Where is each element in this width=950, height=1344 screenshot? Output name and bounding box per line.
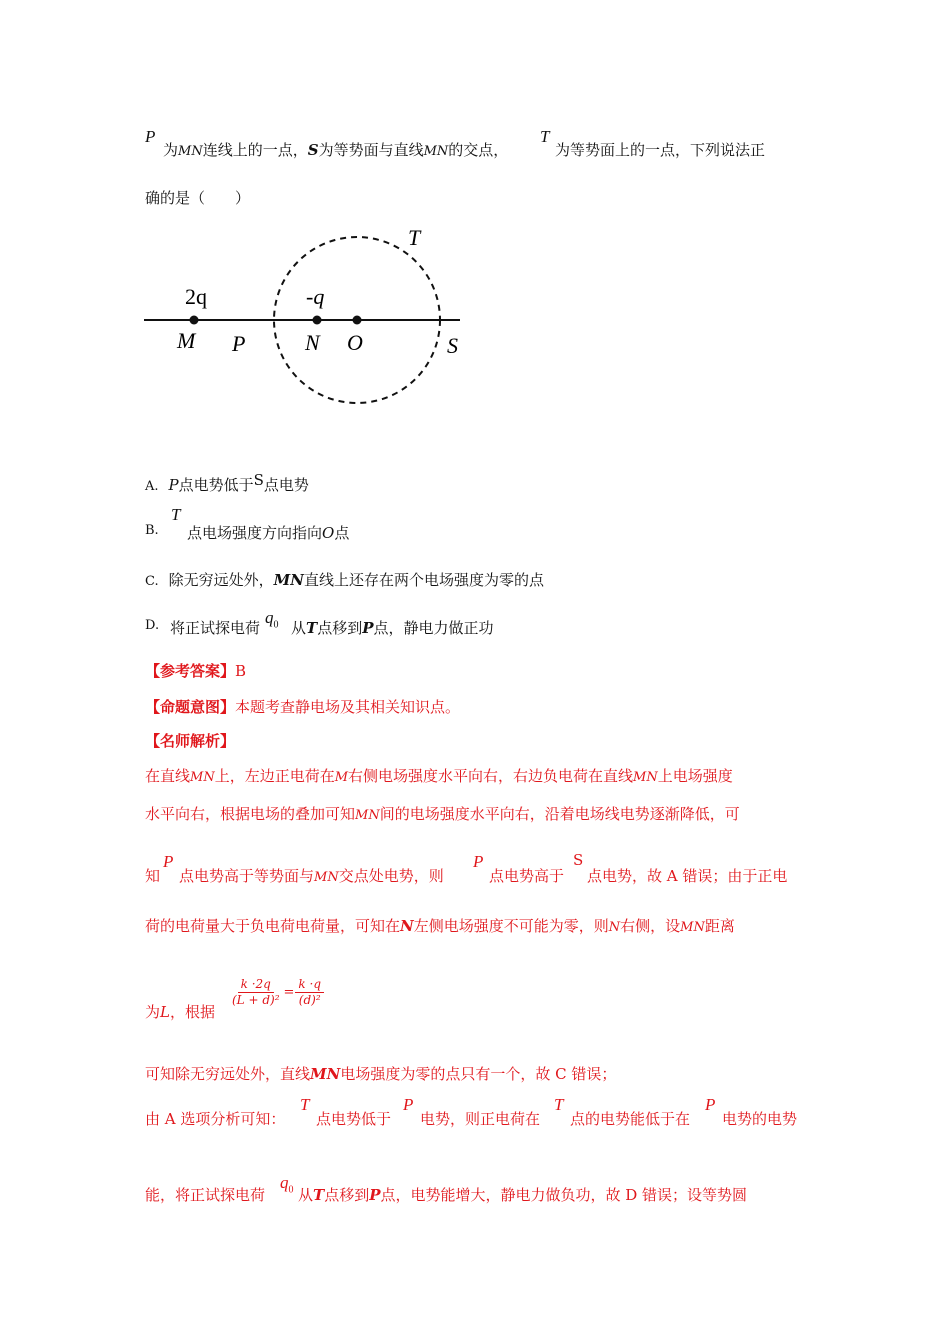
var-P: P [705,1095,716,1114]
q-symbol: q [265,608,274,627]
text-seg: 知 [145,867,161,885]
option-A [145,471,309,495]
analysis-para-5 [145,975,445,1025]
point-O [353,316,362,325]
label-T: T [408,225,421,250]
label-S: S [447,333,458,358]
text-seg: 为等势面与直线 [318,141,424,159]
var-P: P [163,852,174,871]
var-q0 [265,608,279,630]
option-letter: C. [145,574,159,589]
var-MN: MN [273,571,304,589]
var-S: S [307,141,319,159]
var-MN: MN [314,870,339,885]
var-L: L [160,1003,170,1021]
answer-ref-value: B [235,662,247,680]
text-seg: 荷的电荷量大于负电荷电荷量，可知在 [145,917,401,935]
analysis-label: 【名师解析】 [145,732,236,750]
label-M: M [177,328,196,353]
analysis-para-8 [145,1174,810,1210]
text-seg: 点电势，故 A 错误；由于正电 [587,867,788,885]
q-subscript: 0 [273,619,279,631]
option-B [145,505,445,545]
var-N: N [400,917,414,935]
text-seg: 上电场强度 [657,767,733,785]
charge-N-label: -q [306,284,325,309]
text-seg: 点电势 [263,476,309,494]
option-letter: D. [145,618,160,633]
var-MN: MN [178,144,203,159]
text-seg: 点电势高于 [489,867,565,885]
text-seg: 的交点， [448,141,509,159]
var-q0 [280,1174,294,1195]
text-seg: 间的电场强度水平向右，沿着电场线电势逐渐降低，可 [379,805,740,823]
text-seg: 为 [163,141,179,159]
text-seg: 右侧，设 [620,917,681,935]
text-seg: 交点处电势，则 [338,867,444,885]
analysis-para-4 [145,919,735,934]
var-M: M [334,770,349,785]
text-seg: 可知除无穷远处外，直线 [145,1065,311,1083]
var-P: P [473,852,484,871]
numerator: k ·q [295,978,324,993]
label-O: O [347,330,363,355]
text-seg: 从 [291,619,307,637]
text-seg: 将正试探电荷 [170,619,261,637]
text-seg: 点电场强度方向指向 [187,524,323,542]
var-N: N [608,920,621,935]
var-P: P [362,619,374,637]
text-seg-group [145,1005,215,1020]
text-seg: 电势，则正电荷在 [420,1110,541,1128]
text-seg: 为 [145,1003,161,1021]
var-MN: MN [355,808,380,823]
var-MN: MN [310,1065,341,1083]
text-seg: 距离 [704,917,735,935]
option-D [145,608,545,642]
text-seg: ，根据 [169,1003,215,1021]
label-P: P [232,331,246,356]
label-N: N [305,330,320,355]
equals-sign: = [283,985,295,1001]
var-P: P [145,127,156,146]
text-seg: 直线上还存在两个电场强度为零的点 [303,571,544,589]
text-seg: 在直线 [145,767,191,785]
formula-fraction-left [229,978,283,1007]
formula [229,978,324,1007]
text-seg: 由 A 选项分析可知： [145,1110,286,1128]
text-seg: 点电势高于等势面与 [179,867,315,885]
point-N [313,316,322,325]
text-seg: 左侧电场强度不可能为零，则 [413,917,609,935]
analysis-para-1 [145,769,733,784]
text-seg: 点移到 [317,619,363,637]
formula-fraction-right [295,978,324,1007]
text-seg: 电场强度为零的点只有一个，故 C 错误； [340,1065,617,1083]
var-MN: MN [190,770,215,785]
denominator: (L + d)² [232,993,280,1008]
text-seg: 点电势低于 [316,1110,392,1128]
analysis-para-3 [145,853,810,889]
var-P: P [369,1186,381,1204]
var-P: P [403,1095,414,1114]
answer-intent-text: 本题考查静电场及其相关知识点。 [235,698,461,716]
option-text [187,522,349,543]
option-letter: B. [145,523,159,538]
charge-M-label: 2q [185,284,207,309]
answer-intent [145,700,460,715]
text-seg: 上，左边正电荷在 [214,767,335,785]
var-MN: MN [423,144,449,159]
question-text [163,143,508,158]
point-M [190,316,199,325]
question-text: 为等势面上的一点，下列说法正 [555,141,766,159]
var-MN: MN [680,920,705,935]
option-letter: A. [145,479,159,494]
answer-intent-label: 【命题意图】 [145,698,236,716]
numerator: k ·2q [238,978,274,993]
q-symbol: q [280,1173,289,1192]
var-T: T [300,1095,310,1114]
var-O: O [322,524,335,542]
option-C [145,569,544,590]
var-MN: MN [633,770,658,785]
denominator: (d)² [298,993,321,1008]
var-T: T [554,1095,564,1114]
answer-ref [145,664,246,679]
text-seg: 右侧电场强度水平向右，右边负电荷在直线 [348,767,634,785]
answer-ref-label: 【参考答案】 [145,662,236,680]
var-S: S [253,471,264,489]
question-line-1 [145,128,805,168]
var-P: P [168,476,179,494]
analysis-para-6 [145,1067,616,1082]
question-line-2: 确的是（ ） [145,189,251,207]
text-seg-group [179,869,444,884]
text-seg: 除无穷远处外， [168,571,274,589]
text-seg: 点 [334,524,350,542]
text-seg: 点电势低于 [178,476,254,494]
text-seg: 点移到 [324,1186,370,1204]
text-seg-group [298,1188,747,1203]
var-T: T [171,505,181,524]
var-T: T [306,619,318,637]
text-seg: 水平向右，根据电场的叠加可知 [145,805,356,823]
analysis-para-7 [145,1096,810,1132]
text-seg: 连线上的一点， [202,141,308,159]
text-seg: 点的电势能低于在 [570,1110,691,1128]
var-T: T [540,127,550,146]
text-seg: 点，静电力做正功 [373,619,494,637]
option-text [291,617,494,638]
q-subscript: 0 [288,1184,294,1196]
var-T: T [313,1186,325,1204]
text-seg: 从 [298,1186,314,1204]
electric-field-figure [140,222,480,412]
text-seg: 电势的电势 [722,1110,798,1128]
var-S: S [573,851,584,869]
analysis-para-2 [145,807,740,822]
text-seg: 能，将正试探电荷 [145,1186,266,1204]
text-seg: 点，电势能增大，静电力做负功，故 D 错误；设等势圆 [380,1186,748,1204]
